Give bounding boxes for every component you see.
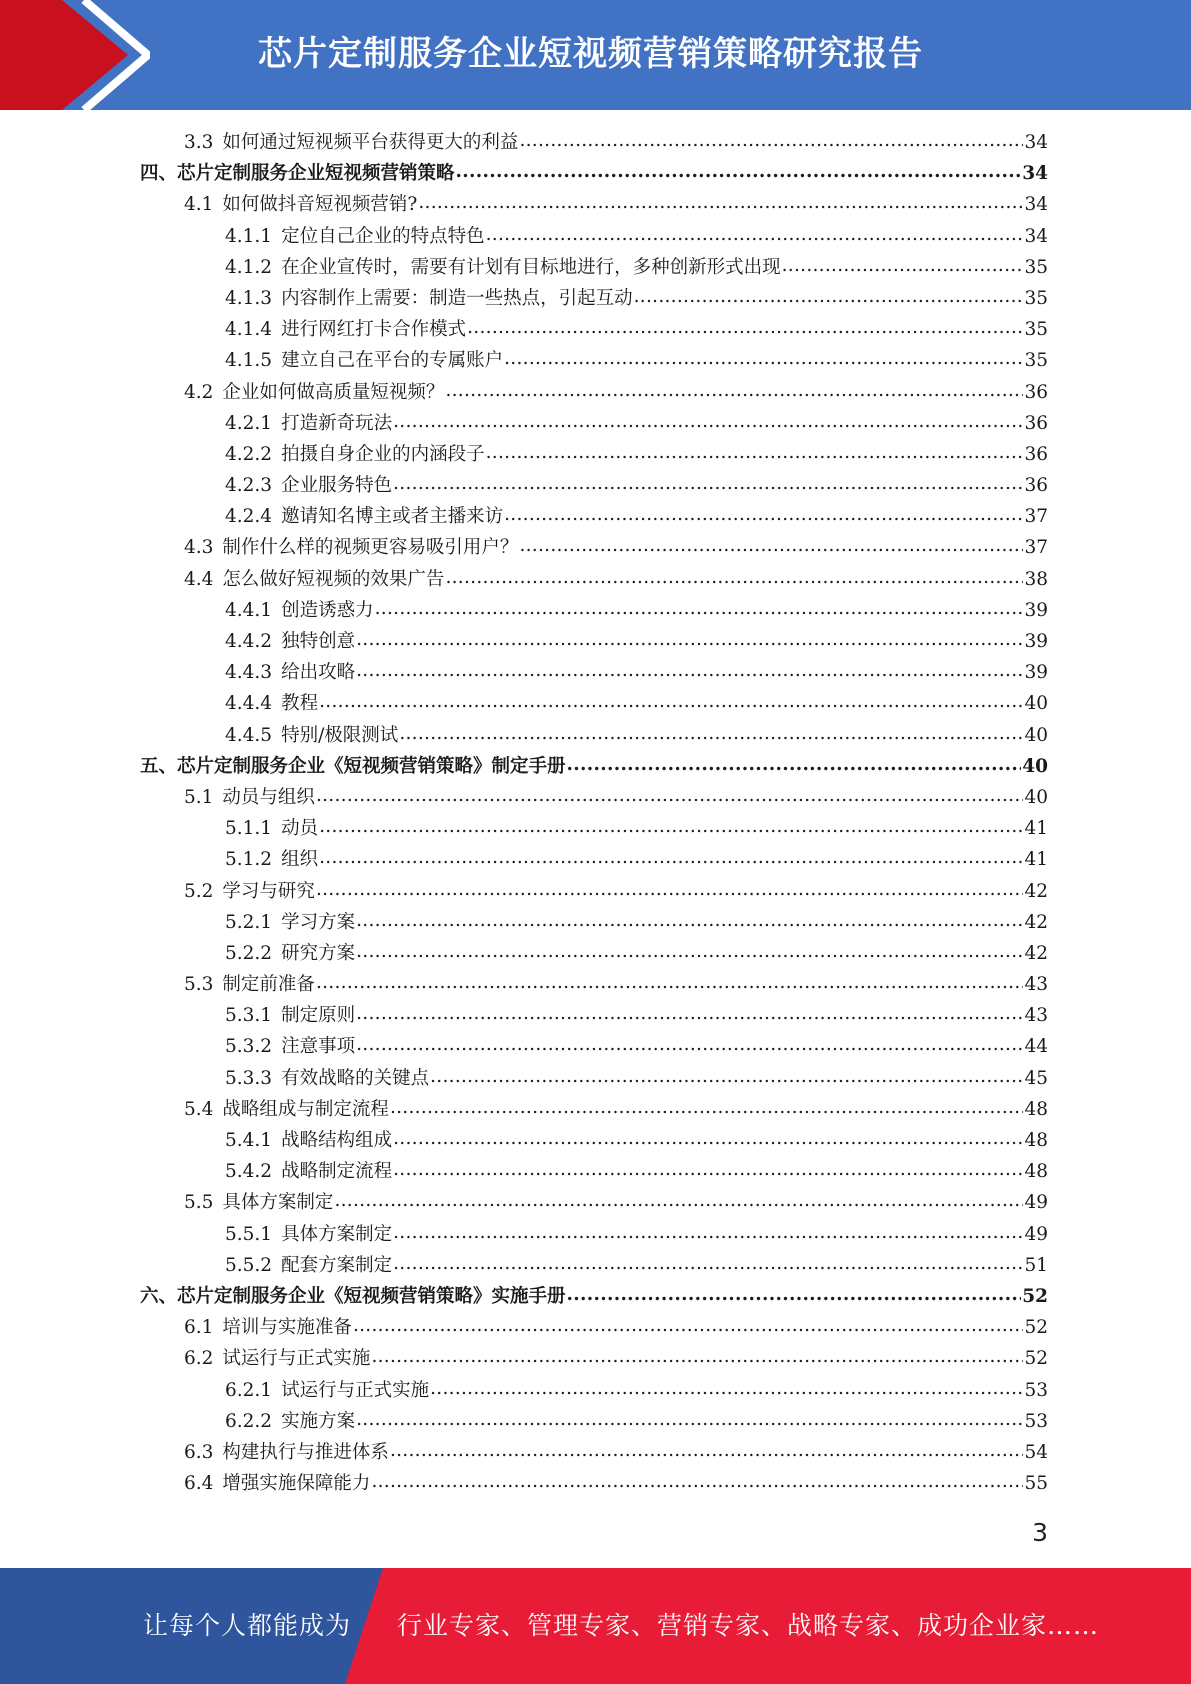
toc-entry-page: 52 bbox=[1024, 1317, 1048, 1339]
toc-entry-page: 34 bbox=[1024, 194, 1048, 216]
toc-entry-page: 34 bbox=[1024, 225, 1048, 247]
toc-entry-title: 制定原则 bbox=[281, 1005, 356, 1027]
toc-entry-title: 制定前准备 bbox=[222, 974, 315, 996]
toc-dot-leader bbox=[393, 1123, 1023, 1154]
toc-dot-leader bbox=[467, 312, 1023, 343]
toc-entry-title: 如何做抖音短视频营销? bbox=[222, 194, 418, 216]
toc-entry-title: 定位自己企业的特点特色 bbox=[281, 225, 485, 247]
toc-entry-title: 战略结构组成 bbox=[281, 1130, 393, 1151]
toc-dot-leader bbox=[356, 998, 1023, 1029]
toc-entry-page: 51 bbox=[1024, 1254, 1048, 1276]
toc-dot-leader bbox=[319, 686, 1023, 717]
toc-entry[interactable] bbox=[140, 688, 1048, 719]
toc-entry-page: 38 bbox=[1024, 568, 1048, 590]
toc-entry-page: 37 bbox=[1024, 506, 1048, 528]
toc-entry-title: 增强实施保障能力 bbox=[222, 1473, 371, 1495]
toc-dot-leader bbox=[519, 125, 1023, 156]
header-band bbox=[0, 0, 1191, 110]
toc-dot-leader bbox=[356, 655, 1023, 686]
toc-entry[interactable] bbox=[140, 1187, 1048, 1218]
toc-entry[interactable] bbox=[140, 314, 1048, 345]
toc-dot-leader bbox=[393, 1154, 1023, 1185]
toc-dot-leader bbox=[519, 530, 1023, 561]
toc-entry-page: 41 bbox=[1024, 849, 1048, 871]
toc-entry[interactable] bbox=[140, 595, 1048, 626]
toc-entry-page: 42 bbox=[1024, 911, 1048, 933]
toc-entry[interactable] bbox=[140, 283, 1048, 314]
toc-entry[interactable] bbox=[140, 501, 1048, 532]
toc-entry[interactable] bbox=[140, 782, 1048, 813]
toc-dot-leader bbox=[399, 718, 1023, 749]
toc-dot-leader bbox=[445, 562, 1023, 593]
toc-entry[interactable] bbox=[140, 1343, 1048, 1374]
toc-entry[interactable] bbox=[140, 1000, 1048, 1031]
toc-dot-leader bbox=[393, 406, 1023, 437]
toc-entry[interactable] bbox=[140, 1375, 1048, 1406]
toc-entry-title: 制作什么样的视频更容易吸引用户？ bbox=[222, 537, 519, 559]
toc-entry-number: 5.4.1 bbox=[225, 1130, 273, 1151]
toc-entry-title: 独特创意 bbox=[281, 631, 356, 652]
toc-entry-number: 4.1.3 bbox=[225, 287, 273, 309]
toc-chapter-entry[interactable] bbox=[140, 751, 1048, 782]
toc-entry-page: 52 bbox=[1022, 1285, 1048, 1307]
toc-dot-leader bbox=[375, 593, 1024, 624]
toc-entry-number: 6.1 bbox=[184, 1317, 214, 1339]
toc-dot-leader bbox=[371, 1466, 1023, 1497]
toc-entry-title: 学习方案 bbox=[281, 911, 356, 933]
toc-entry-title: 培训与实施准备 bbox=[222, 1317, 352, 1339]
toc-dot-leader bbox=[430, 1061, 1023, 1092]
toc-entry-number: 5.2.2 bbox=[225, 942, 273, 964]
toc-entry-page: 48 bbox=[1024, 1161, 1048, 1183]
toc-dot-leader bbox=[356, 624, 1023, 655]
toc-entry-title: 具体方案制定 bbox=[222, 1192, 334, 1214]
toc-dot-leader bbox=[418, 187, 1023, 218]
toc-entry-title: 战略制定流程 bbox=[281, 1161, 393, 1183]
toc-chapter-entry[interactable] bbox=[140, 1281, 1048, 1312]
toc-entry-page: 34 bbox=[1024, 132, 1048, 153]
toc-entry-page: 40 bbox=[1024, 693, 1048, 715]
toc-entry-title: 进行网红打卡合作模式 bbox=[281, 319, 467, 341]
toc-entry-page: 35 bbox=[1024, 256, 1048, 278]
toc-entry-page: 39 bbox=[1024, 631, 1048, 652]
toc-entry-number: 4.2.4 bbox=[225, 506, 273, 528]
toc-entry-page: 36 bbox=[1024, 381, 1048, 403]
toc-entry-number: 5.4 bbox=[184, 1098, 214, 1120]
toc-entry-number: 4.2 bbox=[184, 381, 214, 403]
toc-entry-page: 55 bbox=[1024, 1473, 1048, 1495]
toc-dot-leader bbox=[504, 499, 1023, 530]
toc-dot-leader bbox=[356, 1404, 1023, 1435]
toc-entry[interactable] bbox=[140, 1468, 1048, 1499]
toc-entry-number: 6.4 bbox=[184, 1473, 214, 1495]
toc-entry-number: 3.3 bbox=[184, 132, 214, 153]
toc-entry[interactable] bbox=[140, 1094, 1048, 1125]
toc-entry-page: 52 bbox=[1024, 1348, 1048, 1370]
toc-entry-page: 40 bbox=[1024, 786, 1048, 808]
toc-dot-leader bbox=[782, 250, 1024, 281]
toc-dot-leader bbox=[334, 1185, 1023, 1216]
toc-entry[interactable] bbox=[140, 626, 1048, 657]
toc-entry-page: 35 bbox=[1024, 319, 1048, 341]
toc-entry-page: 48 bbox=[1024, 1098, 1048, 1120]
toc-entry[interactable] bbox=[140, 657, 1048, 688]
toc-entry-page: 41 bbox=[1024, 818, 1048, 840]
toc-entry-title: 特别/极限测试 bbox=[281, 724, 399, 746]
table-of-contents bbox=[140, 127, 1048, 1499]
toc-entry[interactable] bbox=[140, 1219, 1048, 1250]
toc-entry-number: 5.1.1 bbox=[225, 818, 273, 840]
toc-entry-page: 36 bbox=[1024, 443, 1048, 465]
toc-entry-title: 邀请知名博主或者主播来访 bbox=[281, 506, 504, 528]
toc-entry-page: 35 bbox=[1024, 350, 1048, 372]
toc-entry-page: 40 bbox=[1024, 724, 1048, 746]
toc-entry-page: 39 bbox=[1024, 599, 1048, 621]
toc-entry[interactable] bbox=[140, 532, 1048, 563]
toc-entry[interactable] bbox=[140, 1250, 1048, 1281]
toc-dot-leader bbox=[316, 967, 1024, 998]
toc-entry-number: 5.5 bbox=[184, 1192, 214, 1214]
toc-entry-number: 5.3.2 bbox=[225, 1036, 273, 1058]
footer-slogan-right: 行业专家、管理专家、营销专家、战略专家、成功企业家…… bbox=[397, 1611, 1100, 1640]
toc-entry[interactable] bbox=[140, 1031, 1048, 1062]
toc-entry-title: 拍摄自身企业的内涵段子 bbox=[281, 443, 485, 465]
toc-dot-leader bbox=[390, 1435, 1024, 1466]
toc-entry-title: 具体方案制定 bbox=[281, 1223, 393, 1245]
header-arrow-decoration bbox=[0, 0, 150, 110]
toc-entry-number: 4.1.2 bbox=[225, 256, 273, 278]
report-title: 芯片定制服务企业短视频营销策略研究报告 bbox=[258, 34, 923, 74]
toc-entry-title: 企业服务特色 bbox=[281, 475, 393, 497]
toc-dot-leader bbox=[356, 905, 1023, 936]
toc-dot-leader bbox=[445, 375, 1023, 406]
toc-entry-title: 在企业宣传时，需要有计划有目标地进行，多种创新形式出现 bbox=[281, 256, 781, 278]
toc-entry-title: 给出攻略 bbox=[281, 662, 356, 684]
toc-entry-number: 4.4.3 bbox=[225, 662, 273, 684]
toc-entry-title: 五、芯片定制服务企业《短视频营销策略》制定手册 bbox=[140, 755, 566, 777]
toc-entry-page: 53 bbox=[1024, 1410, 1048, 1432]
toc-entry-page: 35 bbox=[1024, 287, 1048, 309]
toc-entry[interactable] bbox=[140, 1406, 1048, 1437]
toc-entry[interactable] bbox=[140, 1125, 1048, 1156]
toc-entry-number: 4.4.4 bbox=[225, 693, 273, 715]
toc-entry-title: 配套方案制定 bbox=[281, 1254, 393, 1276]
toc-dot-leader bbox=[319, 811, 1023, 842]
toc-entry[interactable] bbox=[140, 439, 1048, 470]
toc-entry-number: 4.4 bbox=[184, 568, 214, 590]
page-number: 3 bbox=[1032, 1518, 1048, 1547]
toc-entry-page: 43 bbox=[1024, 1005, 1048, 1027]
toc-dot-leader bbox=[316, 780, 1024, 811]
toc-entry-title: 六、芯片定制服务企业《短视频营销策略》实施手册 bbox=[140, 1285, 566, 1307]
toc-entry[interactable] bbox=[140, 564, 1048, 595]
toc-entry[interactable] bbox=[140, 1437, 1048, 1468]
toc-dot-leader bbox=[393, 1217, 1023, 1248]
toc-dot-leader bbox=[567, 749, 1022, 780]
toc-entry-title: 动员与组织 bbox=[222, 786, 315, 808]
toc-entry[interactable] bbox=[140, 1063, 1048, 1094]
toc-entry-number: 5.5.2 bbox=[225, 1254, 273, 1276]
toc-entry-title: 企业如何做高质量短视频？ bbox=[222, 381, 445, 403]
toc-dot-leader bbox=[371, 1341, 1023, 1372]
toc-entry-page: 49 bbox=[1024, 1223, 1048, 1245]
toc-dot-leader bbox=[393, 468, 1023, 499]
toc-dot-leader bbox=[390, 1092, 1024, 1123]
footer-slogan-left: 让每个人都能成为 bbox=[143, 1611, 352, 1640]
toc-entry-title: 有效战略的关键点 bbox=[281, 1067, 430, 1089]
toc-dot-leader bbox=[634, 281, 1024, 312]
toc-entry[interactable] bbox=[140, 1312, 1048, 1343]
toc-entry-title: 建立自己在平台的专属账户 bbox=[281, 350, 504, 372]
toc-entry-title: 试运行与正式实施 bbox=[222, 1348, 371, 1370]
toc-entry-number: 4.1.1 bbox=[225, 225, 273, 247]
toc-entry-number: 4.3 bbox=[184, 537, 214, 559]
toc-entry-number: 4.2.3 bbox=[225, 475, 273, 497]
toc-entry-number: 6.3 bbox=[184, 1441, 214, 1463]
toc-entry-title: 动员 bbox=[281, 818, 319, 840]
toc-entry[interactable] bbox=[140, 345, 1048, 376]
toc-entry-number: 4.4.1 bbox=[225, 599, 273, 621]
toc-entry-number: 5.1 bbox=[184, 786, 214, 808]
toc-entry[interactable] bbox=[140, 969, 1048, 1000]
toc-entry-number: 5.2.1 bbox=[225, 911, 273, 933]
toc-entry[interactable] bbox=[140, 127, 1048, 158]
toc-entry-title: 注意事项 bbox=[281, 1036, 356, 1058]
toc-dot-leader bbox=[319, 842, 1023, 873]
toc-entry-title: 打造新奇玩法 bbox=[281, 412, 393, 434]
toc-entry-number: 6.2.1 bbox=[225, 1379, 273, 1401]
toc-entry[interactable] bbox=[140, 252, 1048, 283]
toc-entry-page: 42 bbox=[1024, 942, 1048, 964]
toc-entry[interactable] bbox=[140, 938, 1048, 969]
toc-entry-title: 试运行与正式实施 bbox=[281, 1379, 430, 1401]
toc-entry-number: 5.3 bbox=[184, 974, 214, 996]
toc-dot-leader bbox=[356, 936, 1023, 967]
toc-entry-page: 42 bbox=[1024, 880, 1048, 902]
toc-entry-title: 四、芯片定制服务企业短视频营销策略 bbox=[140, 163, 455, 185]
toc-entry[interactable] bbox=[140, 876, 1048, 907]
toc-entry-title: 创造诱惑力 bbox=[281, 599, 374, 621]
toc-entry-page: 36 bbox=[1024, 475, 1048, 497]
toc-dot-leader bbox=[456, 156, 1022, 187]
toc-entry-page: 39 bbox=[1024, 662, 1048, 684]
toc-entry[interactable] bbox=[140, 844, 1048, 875]
toc-entry[interactable] bbox=[140, 189, 1048, 220]
toc-entry-page: 54 bbox=[1024, 1441, 1048, 1463]
toc-entry[interactable] bbox=[140, 813, 1048, 844]
toc-dot-leader bbox=[486, 437, 1024, 468]
toc-entry-number: 4.1.4 bbox=[225, 319, 273, 341]
toc-dot-leader bbox=[567, 1279, 1022, 1310]
toc-entry-title: 怎么做好短视频的效果广告 bbox=[222, 568, 445, 590]
toc-entry-number: 5.1.2 bbox=[225, 849, 273, 871]
toc-entry-number: 5.5.1 bbox=[225, 1223, 273, 1245]
toc-dot-leader bbox=[430, 1373, 1023, 1404]
toc-entry-page: 40 bbox=[1022, 755, 1048, 777]
toc-dot-leader bbox=[486, 219, 1024, 250]
toc-dot-leader bbox=[316, 874, 1024, 905]
toc-entry-title: 内容制作上需要：制造一些热点，引起互动 bbox=[281, 287, 633, 309]
footer-band bbox=[0, 1568, 1191, 1684]
toc-entry-title: 战略组成与制定流程 bbox=[222, 1098, 389, 1120]
toc-entry-title: 教程 bbox=[281, 693, 319, 715]
toc-entry[interactable] bbox=[140, 1156, 1048, 1187]
toc-entry-page: 34 bbox=[1022, 163, 1048, 185]
toc-entry[interactable] bbox=[140, 377, 1048, 408]
toc-entry[interactable] bbox=[140, 470, 1048, 501]
toc-entry-title: 学习与研究 bbox=[222, 880, 315, 902]
toc-entry-number: 6.2 bbox=[184, 1348, 214, 1370]
toc-entry-title: 组织 bbox=[281, 849, 319, 871]
toc-entry-page: 48 bbox=[1024, 1130, 1048, 1151]
toc-entry-page: 36 bbox=[1024, 412, 1048, 434]
toc-entry-number: 4.1.5 bbox=[225, 350, 273, 372]
toc-entry-number: 5.4.2 bbox=[225, 1161, 273, 1183]
toc-entry-title: 实施方案 bbox=[281, 1410, 356, 1432]
toc-entry-number: 5.3.1 bbox=[225, 1005, 273, 1027]
toc-entry-number: 5.3.3 bbox=[225, 1067, 273, 1089]
toc-entry-title: 构建执行与推进体系 bbox=[222, 1441, 389, 1463]
toc-entry[interactable] bbox=[140, 907, 1048, 938]
toc-entry-number: 4.4.5 bbox=[225, 724, 273, 746]
toc-entry-number: 6.2.2 bbox=[225, 1410, 273, 1432]
toc-entry-page: 37 bbox=[1024, 537, 1048, 559]
toc-entry-page: 49 bbox=[1024, 1192, 1048, 1214]
toc-entry-number: 5.2 bbox=[184, 880, 214, 902]
toc-dot-leader bbox=[393, 1248, 1023, 1279]
toc-dot-leader bbox=[356, 1029, 1023, 1060]
toc-entry[interactable] bbox=[140, 720, 1048, 751]
toc-entry-page: 43 bbox=[1024, 974, 1048, 996]
toc-entry-number: 4.2.1 bbox=[225, 412, 273, 434]
toc-entry-page: 44 bbox=[1024, 1036, 1048, 1058]
toc-entry-number: 4.1 bbox=[184, 194, 214, 216]
toc-entry-title: 如何通过短视频平台获得更大的利益 bbox=[222, 132, 519, 153]
toc-entry[interactable] bbox=[140, 408, 1048, 439]
toc-entry-number: 4.4.2 bbox=[225, 631, 273, 652]
toc-entry-title: 研究方案 bbox=[281, 942, 356, 964]
toc-entry-number: 4.2.2 bbox=[225, 443, 273, 465]
toc-entry[interactable] bbox=[140, 221, 1048, 252]
toc-chapter-entry[interactable] bbox=[140, 158, 1048, 189]
toc-entry-page: 45 bbox=[1024, 1067, 1048, 1089]
toc-entry-page: 53 bbox=[1024, 1379, 1048, 1401]
toc-dot-leader bbox=[504, 343, 1023, 374]
toc-dot-leader bbox=[353, 1310, 1024, 1341]
